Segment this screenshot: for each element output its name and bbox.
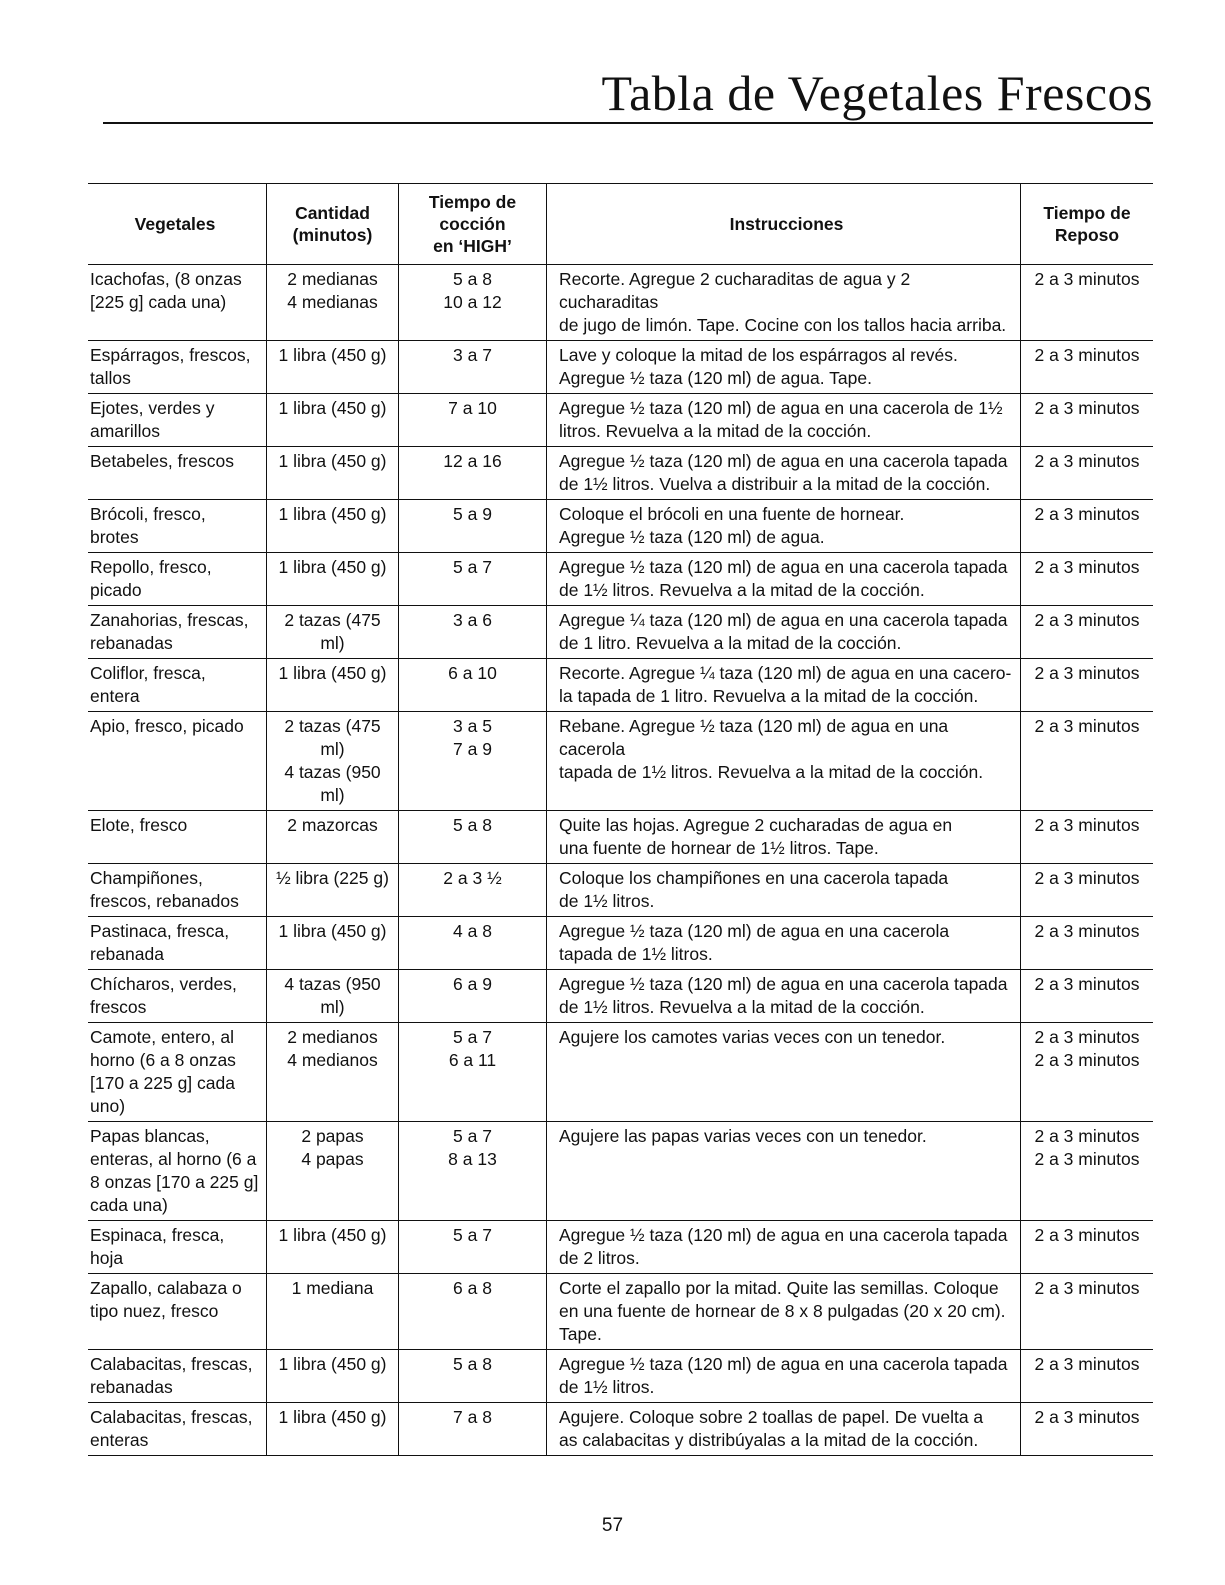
header-vegetales: Vegetales bbox=[134, 214, 216, 234]
cell-tiempo: 5 a 8 bbox=[399, 811, 547, 864]
cell-tiempo: 6 a 9 bbox=[399, 970, 547, 1023]
cell-reposo: 2 a 3 minutos bbox=[1021, 447, 1154, 500]
cell-cantidad: 1 libra (450 g) bbox=[267, 1350, 399, 1403]
cell-vegetal: Icachofas, (8 onzas [225 g] cada una) bbox=[90, 269, 242, 312]
cell-vegetal: Espinaca, fresca, hoja bbox=[90, 1225, 225, 1268]
table-row bbox=[88, 500, 1153, 553]
cell-instrucciones: Rebane. Agregue ½ taza (120 ml) de agua en una cacerola tapada de 1½ litros. Revuelva a la mitad de la cocción. bbox=[547, 712, 1021, 811]
table-header bbox=[88, 184, 1153, 265]
table-row bbox=[88, 606, 1153, 659]
cell-cantidad: 1 libra (450 g) bbox=[267, 500, 399, 553]
table-row bbox=[88, 553, 1153, 606]
table-row bbox=[88, 712, 1153, 811]
cell-vegetal: Camote, entero, al horno (6 a 8 onzas [170 a 225 g] cada uno) bbox=[90, 1027, 236, 1116]
cell-tiempo: 5 a 8 bbox=[399, 1350, 547, 1403]
cell-reposo: 2 a 3 minutos bbox=[1021, 1274, 1154, 1350]
header-cantidad: Cantidad (minutos) bbox=[267, 184, 399, 265]
cell-cantidad: 1 mediana bbox=[267, 1274, 399, 1350]
cell-tiempo: 2 a 3 ½ bbox=[399, 864, 547, 917]
table-row bbox=[88, 864, 1153, 917]
cell-reposo: 2 a 3 minutos bbox=[1021, 712, 1154, 811]
cell-reposo: 2 a 3 minutos 2 a 3 minutos bbox=[1021, 1023, 1154, 1122]
cell-reposo: 2 a 3 minutos bbox=[1021, 864, 1154, 917]
cell-vegetal: Coliflor, fresca, entera bbox=[90, 663, 206, 706]
cell-instrucciones: Agujere los camotes varias veces con un tenedor. bbox=[547, 1023, 1021, 1122]
cell-reposo: 2 a 3 minutos bbox=[1021, 811, 1154, 864]
cell-cantidad: 1 libra (450 g) bbox=[267, 341, 399, 394]
cell-tiempo: 4 a 8 bbox=[399, 917, 547, 970]
table-row bbox=[88, 1350, 1153, 1403]
cell-vegetal: Betabeles, frescos bbox=[90, 451, 234, 471]
cell-vegetal: Calabacitas, frescas, enteras bbox=[90, 1407, 253, 1450]
cell-vegetal: Zanahorias, frescas, rebanadas bbox=[90, 610, 249, 653]
table-row bbox=[88, 1274, 1153, 1350]
page-title: Tabla de Vegetales Frescos bbox=[601, 65, 1153, 121]
cell-vegetal: Apio, fresco, picado bbox=[90, 716, 244, 736]
cell-reposo: 2 a 3 minutos bbox=[1021, 341, 1154, 394]
cell-tiempo: 7 a 10 bbox=[399, 394, 547, 447]
cell-cantidad: 2 papas 4 papas bbox=[267, 1122, 399, 1221]
cell-tiempo: 5 a 7 8 a 13 bbox=[399, 1122, 547, 1221]
cell-reposo: 2 a 3 minutos bbox=[1021, 917, 1154, 970]
cell-reposo: 2 a 3 minutos bbox=[1021, 1221, 1154, 1274]
table-row bbox=[88, 1221, 1153, 1274]
header-tiempo: Tiempo de cocción en ‘HIGH’ bbox=[399, 184, 547, 265]
cell-reposo: 2 a 3 minutos bbox=[1021, 553, 1154, 606]
cell-cantidad: 1 libra (450 g) bbox=[267, 917, 399, 970]
cell-tiempo: 6 a 10 bbox=[399, 659, 547, 712]
cell-tiempo: 3 a 5 7 a 9 bbox=[399, 712, 547, 811]
cell-tiempo: 6 a 8 bbox=[399, 1274, 547, 1350]
cell-instrucciones: Agregue ½ taza (120 ml) de agua en una cacerola tapada de 2 litros. bbox=[547, 1221, 1021, 1274]
cell-tiempo: 5 a 7 bbox=[399, 553, 547, 606]
cell-reposo: 2 a 3 minutos bbox=[1021, 394, 1154, 447]
cell-tiempo: 5 a 7 bbox=[399, 1221, 547, 1274]
cell-instrucciones: Agregue ½ taza (120 ml) de agua en una cacerola tapada de 1½ litros. bbox=[547, 1350, 1021, 1403]
cell-instrucciones: Agujere. Coloque sobre 2 toallas de papel. De vuelta a as calabacitas y distribúyalas a la mitad de la cocción. bbox=[547, 1403, 1021, 1456]
cell-reposo: 2 a 3 minutos 2 a 3 minutos bbox=[1021, 1122, 1154, 1221]
cell-instrucciones: Agregue ½ taza (120 ml) de agua en una cacerola tapada de 1½ litros. Vuelva a distribuir a la mitad de la cocción. bbox=[547, 447, 1021, 500]
cell-cantidad: 2 medianas 4 medianas bbox=[267, 265, 399, 341]
cell-tiempo: 3 a 7 bbox=[399, 341, 547, 394]
cell-vegetal: Ejotes, verdes y amarillos bbox=[90, 398, 215, 441]
cell-instrucciones: Lave y coloque la mitad de los espárragos al revés. Agregue ½ taza (120 ml) de agua. Tape. bbox=[547, 341, 1021, 394]
table-row bbox=[88, 917, 1153, 970]
cell-instrucciones: Recorte. Agregue 2 cucharaditas de agua y 2 cucharaditas de jugo de limón. Tape. Cocine con los tallos hacia arriba. bbox=[547, 265, 1021, 341]
cell-instrucciones: Agregue ½ taza (120 ml) de agua en una cacerola tapada de 1½ litros. bbox=[547, 917, 1021, 970]
cell-reposo: 2 a 3 minutos bbox=[1021, 265, 1154, 341]
cell-cantidad: 1 libra (450 g) bbox=[267, 1403, 399, 1456]
cell-vegetal: Pastinaca, fresca, rebanada bbox=[90, 921, 230, 964]
cell-tiempo: 5 a 7 6 a 11 bbox=[399, 1023, 547, 1122]
cell-reposo: 2 a 3 minutos bbox=[1021, 1403, 1154, 1456]
table-row bbox=[88, 1403, 1153, 1456]
cell-instrucciones: Corte el zapallo por la mitad. Quite las semillas. Coloque en una fuente de hornear de 8 x 8 pulgadas (20 x 20 cm). Tape. bbox=[547, 1274, 1021, 1350]
cell-cantidad: 1 libra (450 g) bbox=[267, 553, 399, 606]
cell-instrucciones: Agregue ½ taza (120 ml) de agua en una cacerola tapada de 1½ litros. Revuelva a la mitad de la cocción. bbox=[547, 553, 1021, 606]
cell-cantidad: 1 libra (450 g) bbox=[267, 394, 399, 447]
cell-reposo: 2 a 3 minutos bbox=[1021, 1350, 1154, 1403]
cell-vegetal: Papas blancas, enteras, al horno (6 a 8 onzas [170 a 225 g] cada una) bbox=[90, 1126, 259, 1215]
cell-instrucciones: Agujere las papas varias veces con un tenedor. bbox=[547, 1122, 1021, 1221]
cell-tiempo: 5 a 8 10 a 12 bbox=[399, 265, 547, 341]
vegetables-table bbox=[88, 183, 1153, 1456]
header-reposo: Tiempo de Reposo bbox=[1021, 184, 1154, 265]
cell-instrucciones: Quite las hojas. Agregue 2 cucharadas de agua en una fuente de hornear de 1½ litros. Tape. bbox=[547, 811, 1021, 864]
table-row bbox=[88, 341, 1153, 394]
table-body bbox=[88, 265, 1153, 1456]
cell-reposo: 2 a 3 minutos bbox=[1021, 500, 1154, 553]
table-row bbox=[88, 659, 1153, 712]
cell-instrucciones: Recorte. Agregue ¼ taza (120 ml) de agua en una cacero- la tapada de 1 litro. Revuelva a la mitad de la cocción. bbox=[547, 659, 1021, 712]
cell-tiempo: 3 a 6 bbox=[399, 606, 547, 659]
cell-cantidad: 2 tazas (475 ml) bbox=[267, 606, 399, 659]
cell-vegetal: Brócoli, fresco, brotes bbox=[90, 504, 206, 547]
cell-instrucciones: Agregue ¼ taza (120 ml) de agua en una cacerola tapada de 1 litro. Revuelva a la mitad de la cocción. bbox=[547, 606, 1021, 659]
title-rule bbox=[103, 122, 1153, 124]
table-row bbox=[88, 811, 1153, 864]
cell-instrucciones: Agregue ½ taza (120 ml) de agua en una cacerola de 1½ litros. Revuelva a la mitad de la cocción. bbox=[547, 394, 1021, 447]
table-row bbox=[88, 265, 1153, 341]
cell-instrucciones: Coloque los champiñones en una cacerola tapada de 1½ litros. bbox=[547, 864, 1021, 917]
cell-tiempo: 7 a 8 bbox=[399, 1403, 547, 1456]
header-row bbox=[88, 184, 1153, 265]
cell-instrucciones: Agregue ½ taza (120 ml) de agua en una cacerola tapada de 1½ litros. Revuelva a la mitad de la cocción. bbox=[547, 970, 1021, 1023]
table-row bbox=[88, 970, 1153, 1023]
cell-vegetal: Champiñones, frescos, rebanados bbox=[90, 868, 239, 911]
cell-reposo: 2 a 3 minutos bbox=[1021, 606, 1154, 659]
header-instrucciones: Instrucciones bbox=[547, 184, 1021, 265]
cell-instrucciones: Coloque el brócoli en una fuente de hornear. Agregue ½ taza (120 ml) de agua. bbox=[547, 500, 1021, 553]
cell-cantidad: 1 libra (450 g) bbox=[267, 1221, 399, 1274]
cell-vegetal: Zapallo, calabaza o tipo nuez, fresco bbox=[90, 1278, 242, 1321]
cell-cantidad: 2 tazas (475 ml) 4 tazas (950 ml) bbox=[267, 712, 399, 811]
cell-cantidad: 1 libra (450 g) bbox=[267, 447, 399, 500]
table-row bbox=[88, 1122, 1153, 1221]
cell-tiempo: 5 a 9 bbox=[399, 500, 547, 553]
cell-vegetal: Espárragos, frescos, tallos bbox=[90, 345, 251, 388]
cell-vegetal: Elote, fresco bbox=[90, 815, 188, 835]
cell-cantidad: 2 medianos 4 medianos bbox=[267, 1023, 399, 1122]
cell-cantidad: ½ libra (225 g) bbox=[267, 864, 399, 917]
page-number: 57 bbox=[601, 1515, 624, 1536]
cell-vegetal: Chícharos, verdes, frescos bbox=[90, 974, 237, 1017]
cell-cantidad: 4 tazas (950 ml) bbox=[267, 970, 399, 1023]
table-row bbox=[88, 1023, 1153, 1122]
cell-vegetal: Repollo, fresco, picado bbox=[90, 557, 212, 600]
cell-cantidad: 1 libra (450 g) bbox=[267, 659, 399, 712]
table-row bbox=[88, 394, 1153, 447]
cell-tiempo: 12 a 16 bbox=[399, 447, 547, 500]
cell-vegetal: Calabacitas, frescas, rebanadas bbox=[90, 1354, 253, 1397]
cell-reposo: 2 a 3 minutos bbox=[1021, 970, 1154, 1023]
cell-reposo: 2 a 3 minutos bbox=[1021, 659, 1154, 712]
cell-cantidad: 2 mazorcas bbox=[267, 811, 399, 864]
table-row bbox=[88, 447, 1153, 500]
